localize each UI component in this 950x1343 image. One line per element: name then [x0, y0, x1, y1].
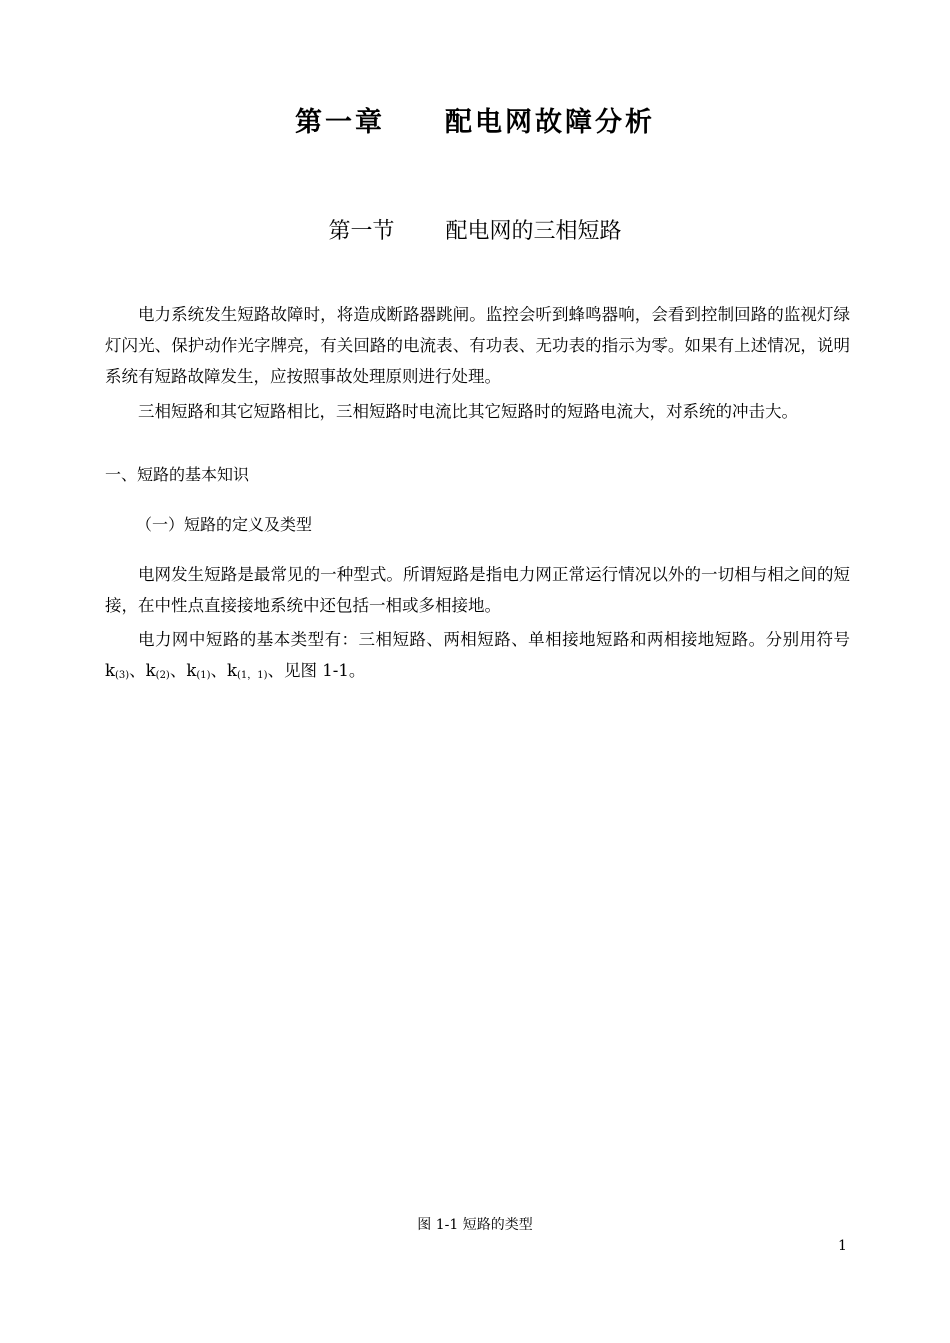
heading-basic-knowledge: 一、短路的基本知识 — [105, 465, 250, 484]
symbol-k11: $k_{(1,1)}$、 — [227, 661, 285, 681]
section-title: 第一节 配电网的三相短路 — [328, 219, 622, 244]
types-tail: 见图 1-1。 — [284, 661, 366, 680]
figure-caption: 图 1-1 短路的类型 — [417, 1217, 533, 1233]
paragraph-short-circuit-symptoms: 电力系统发生短路故障时，将造成断路器跳闸。监控会听到蜂鸣器响，会看到控制回路的监视灯绿灯闪光、保护动作光字牌亮，有关回路的电流表、有功表、无功表的指示为零。如果有上述情况，说明系统有短路故障发生，应按照事故处理原则进行处理。 — [105, 305, 850, 386]
heading-definition-types: （一）短路的定义及类型 — [136, 515, 313, 534]
page-number: 1 — [838, 1238, 847, 1254]
paragraph-short-circuit-types — [105, 624, 850, 691]
symbol-k1: $k_{(1)}$、 — [186, 661, 228, 681]
types-text: 电力网中短路的基本类型有：三相短路、两相短路、单相接地短路和两相接地短路。分别用符号 — [138, 630, 850, 649]
paragraph-short-circuit-definition: 电网发生短路是最常见的一种型式。所谓短路是指电力网正常运行情况以外的一切相与相之间的短接，在中性点直接接地系统中还包括一相或多相接地。 — [105, 565, 850, 615]
chapter-title: 第一章 配电网故障分析 — [295, 107, 655, 138]
paragraph-three-phase-comparison: 三相短路和其它短路相比，三相短路时电流比其它短路时的短路电流大，对系统的冲击大。 — [138, 402, 798, 421]
symbol-k3: $k_{(3)}$、 — [105, 661, 146, 681]
symbol-k2: $k_{(2)}$、 — [145, 661, 187, 681]
